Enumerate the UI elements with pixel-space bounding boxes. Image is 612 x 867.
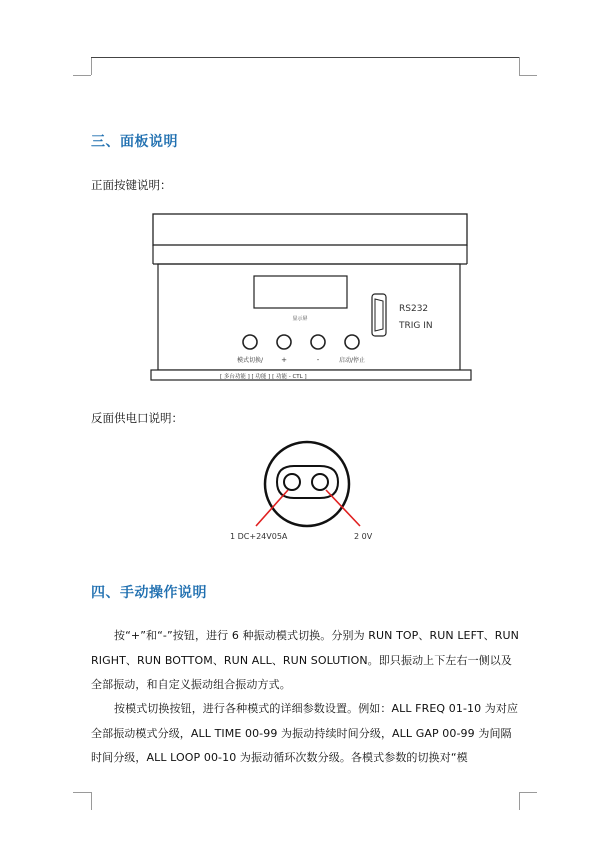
crop-mark-bottom-left-v [91,792,92,810]
crop-mark-top-left-h [73,75,91,76]
front-panel-label: 正面按键说明： [91,178,172,192]
crop-mark-top-left-v [91,57,92,75]
pin-1-hole [284,474,300,490]
pin-2-label: 2 0V [354,532,373,541]
button-label-mode: 模式切换/ [236,357,264,364]
pin-2-hole [312,474,328,490]
front-panel-diagram [150,212,472,384]
display-label: 显示屏 [292,316,308,322]
button-label-start-stop: 启动/停止 [338,357,366,364]
panel-base-strip [151,370,471,380]
button-label-plus: + [281,356,287,364]
paragraph-1-text: 按“+”和“-”按钮，进行 6 种振动模式切换。分别为 RUN TOP、RUN LEFT、RUN RIGHT、RUN BOTTOM、RUN ALL、RUN SOLUTION。即只振动上下左右一侧以及全部振动，和自定义振动组合振动方式。 [91,629,519,691]
port-label-line2: TRIG IN [399,321,433,331]
header-rule [91,57,519,58]
section-3-heading: 三、面板说明 [91,134,178,150]
minus-button [311,335,325,349]
crop-mark-top-right-h [519,75,537,76]
paragraph-2-text: 按模式切换按钮，进行各种模式的详细参数设置。例如：ALL FREQ 01-10 为对应全部振动模式分级，ALL TIME 00-99 为振动持续时间分级，ALL GAP 00-99 为间隔时间分级，ALL LOOP 00-10 为振动循环次数分级。各模式参数的切换对“模 [91,702,519,764]
crop-mark-bottom-right-h [519,792,537,793]
crop-mark-bottom-right-v [519,792,520,810]
section-4-heading: 四、手动操作说明 [91,585,207,601]
paragraph-1 [91,624,521,698]
button-label-minus: - [316,356,320,364]
crop-mark-top-right-v [519,57,520,75]
power-port-diagram [222,440,392,548]
display-window [254,276,347,308]
plus-button [277,335,291,349]
paragraph-2 [91,697,521,771]
rear-power-label: 反面供电口说明： [91,411,183,425]
pin-1-label: 1 DC+24V05A [230,532,288,541]
start-stop-button [345,335,359,349]
port-label-line1: RS232 [399,304,429,314]
mode-switch-button [243,335,257,349]
panel-top-lid [153,214,467,245]
base-strip-text: [ 多台功能 ] [ 功能 ] [ 功能 - CTL ] [220,374,307,380]
crop-mark-bottom-left-h [73,792,91,793]
